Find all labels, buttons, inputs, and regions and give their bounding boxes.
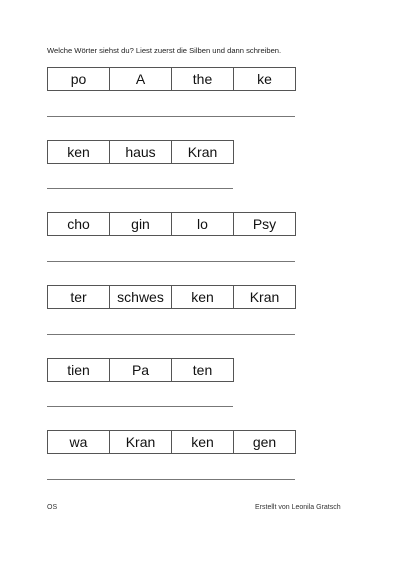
writing-line-3[interactable] [47, 261, 295, 262]
syllable-cell: Psy [233, 212, 296, 236]
syllable-cell: ter [47, 285, 110, 309]
syllable-cell: Pa [109, 358, 172, 382]
syllable-cell: lo [171, 212, 234, 236]
writing-line-2[interactable] [47, 188, 233, 189]
syllable-cell: wa [47, 430, 110, 454]
writing-line-4[interactable] [47, 334, 295, 335]
syllable-cell: gen [233, 430, 296, 454]
syllable-cell: cho [47, 212, 110, 236]
instruction-text: Welche Wörter siehst du? Liest zuerst die Silben und dann schreiben. [47, 46, 282, 55]
writing-line-1[interactable] [47, 116, 295, 117]
syllable-row-1 [47, 67, 296, 91]
syllable-cell: A [109, 67, 172, 91]
syllable-row-6 [47, 430, 296, 454]
syllable-cell: haus [109, 140, 172, 164]
footer-initials: OS [47, 504, 58, 511]
syllable-cell: ken [47, 140, 110, 164]
syllable-cell: tien [47, 358, 110, 382]
syllable-row-5 [47, 358, 234, 382]
writing-line-6[interactable] [47, 479, 295, 480]
syllable-cell: gin [109, 212, 172, 236]
syllable-cell: ke [233, 67, 296, 91]
syllable-cell: Kran [171, 140, 234, 164]
syllable-cell: Kran [109, 430, 172, 454]
syllable-row-3 [47, 212, 296, 236]
syllable-cell: po [47, 67, 110, 91]
syllable-cell: Kran [233, 285, 296, 309]
footer-credit: Erstellt von Leonila Gratsch [255, 504, 341, 511]
syllable-cell: ten [171, 358, 234, 382]
syllable-cell: ken [171, 285, 234, 309]
syllable-row-2 [47, 140, 234, 164]
writing-line-5[interactable] [47, 406, 233, 407]
syllable-cell: ken [171, 430, 234, 454]
syllable-cell: the [171, 67, 234, 91]
syllable-cell: schwes [109, 285, 172, 309]
syllable-row-4 [47, 285, 296, 309]
